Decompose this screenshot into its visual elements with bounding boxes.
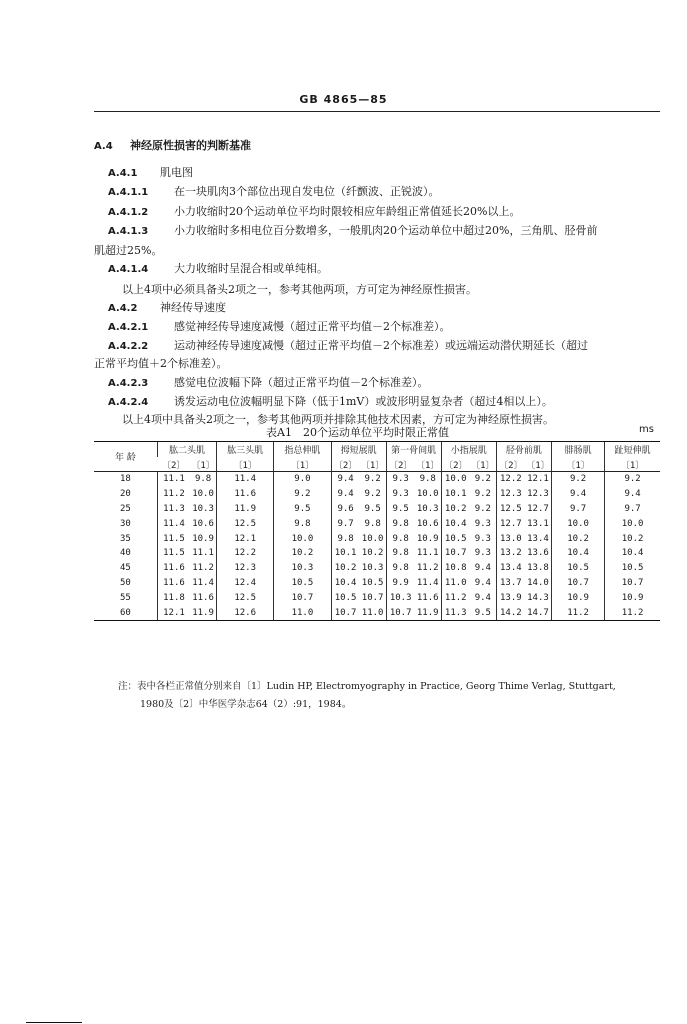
criteria-number: A.4.1.4: [108, 264, 149, 275]
criteria-line: [108, 185, 440, 200]
standard-header: GB 4865—85: [299, 93, 388, 106]
value-cell: 11.4: [416, 577, 439, 588]
value-cell: 9.3: [474, 518, 491, 529]
criteria-number: A.4.2.2: [108, 341, 149, 352]
value-cell: 10.0: [552, 516, 605, 531]
value-cell: 10.0: [416, 489, 439, 500]
source-ref-header: 〔2〕: [386, 457, 415, 472]
value-cell: 9.7: [331, 516, 360, 531]
criteria-number: A.4.2.4: [108, 397, 149, 408]
age-cell: 50: [120, 577, 131, 588]
age-cell: 45: [120, 563, 131, 574]
value-cell: 9.3: [386, 472, 415, 487]
age-cell: 18: [120, 474, 131, 485]
criteria-text: 诱发运动电位波幅明显下降（低于1mV）或波形明显复杂者（超过4相以上）。: [174, 395, 553, 408]
value-cell: 9.4: [474, 592, 491, 603]
value-cell: 9.8: [331, 531, 360, 546]
value-cell: 11.9: [190, 605, 216, 620]
value-cell: 10.9: [416, 533, 439, 544]
value-cell: 10.7: [331, 605, 360, 620]
value-cell: 11.1: [157, 472, 190, 487]
value-cell: 10.7: [386, 605, 415, 620]
value-cell: 10.3: [192, 503, 214, 514]
table-title: 表A1 20个运动单位平均时限正常值: [266, 426, 449, 439]
source-ref-header: 〔2〕: [496, 457, 525, 472]
criteria-text: 肌电图: [160, 166, 193, 179]
source-ref-header: 〔1〕: [360, 457, 386, 472]
value-cell: 10.7: [274, 590, 331, 605]
muscle-column-header: 第一骨间肌: [386, 442, 441, 458]
criteria-number: A.4.2.3: [108, 378, 149, 389]
value-cell: 12.1: [527, 474, 549, 485]
criteria-line: [94, 244, 162, 258]
value-cell: 11.2: [416, 563, 439, 574]
value-cell: 11.5: [157, 546, 190, 561]
muscle-column-header: 腓肠肌: [552, 442, 605, 458]
muscle-column-header: 指总伸肌: [274, 442, 331, 458]
value-cell: 12.1: [157, 605, 190, 620]
value-cell: 9.9: [386, 576, 415, 591]
value-cell: 9.3: [386, 487, 415, 502]
value-cell: 12.2: [217, 546, 274, 561]
criteria-line: [108, 301, 226, 316]
value-cell: 9.8: [386, 561, 415, 576]
value-cell: 13.7: [496, 576, 525, 591]
value-cell: 10.5: [552, 561, 605, 576]
value-cell: 10.1: [441, 487, 470, 502]
muscle-column-header: 胫骨前肌: [496, 442, 551, 458]
criteria-line: [108, 205, 520, 220]
value-cell: 11.8: [157, 590, 190, 605]
value-cell: 9.2: [552, 472, 605, 487]
criteria-text: 以上4项中必须具备头2项之一，参考其他两项，方可定为神经原性损害。: [122, 283, 477, 296]
value-cell: 11.6: [157, 561, 190, 576]
value-cell: 10.3: [416, 503, 439, 514]
age-cell: 25: [120, 503, 131, 514]
muscle-column-header: 趾短伸肌: [605, 442, 660, 458]
value-cell: 11.1: [192, 548, 214, 559]
value-cell: 14.0: [527, 577, 549, 588]
value-cell: 10.6: [192, 518, 214, 529]
value-cell: 11.0: [441, 576, 470, 591]
age-cell: 35: [120, 533, 131, 544]
value-cell: 11.2: [441, 590, 470, 605]
value-cell: 9.5: [470, 605, 496, 620]
value-cell: 9.5: [274, 502, 331, 517]
source-ref-header: 〔2〕: [441, 457, 470, 472]
value-cell: 9.2: [274, 487, 331, 502]
muscle-column-header: 肱二头肌: [157, 442, 216, 458]
value-cell: 13.9: [496, 590, 525, 605]
criteria-number: A.4.2: [108, 303, 138, 314]
criteria-line: [108, 320, 451, 335]
value-cell: 10.3: [274, 561, 331, 576]
value-cell: 9.8: [386, 531, 415, 546]
value-cell: 9.6: [331, 502, 360, 517]
value-cell: 11.4: [192, 577, 214, 588]
source-ref-header: 〔2〕: [157, 457, 190, 472]
table-note-line-2: 1980及〔2〕中华医学杂志64（2）:91，1984。: [140, 699, 352, 710]
value-cell: 14.2: [496, 605, 525, 620]
value-cell: 9.2: [605, 472, 660, 487]
source-ref-header: 〔1〕: [217, 457, 274, 472]
value-cell: 12.1: [217, 531, 274, 546]
value-cell: 10.2: [331, 561, 360, 576]
value-cell: 9.4: [474, 577, 491, 588]
table-note-line-1: 注：表中各栏正常值分别来自〔1〕Ludin HP, Electromyography in Practice, Georg Thime Verlag, Stuttgart,: [118, 681, 616, 692]
value-cell: 11.2: [552, 605, 605, 620]
table-row: [94, 502, 660, 517]
value-cell: 11.5: [157, 531, 190, 546]
section-title: 神经原性损害的判断基准: [130, 139, 251, 152]
value-cell: 9.4: [474, 563, 491, 574]
value-cell: 11.3: [157, 502, 190, 517]
value-cell: 12.3: [527, 489, 549, 500]
source-ref-header: 〔1〕: [470, 457, 496, 472]
source-ref-header: 〔1〕: [552, 457, 605, 472]
value-cell: 9.8: [274, 516, 331, 531]
criteria-line: [108, 395, 553, 410]
criteria-text: 以上4项中具备头2项之一，参考其他两项并排除其他技术因素，方可定为神经原性损害。: [122, 413, 554, 426]
value-cell: 10.8: [441, 561, 470, 576]
value-cell: 10.5: [331, 590, 360, 605]
value-cell: 11.2: [157, 487, 190, 502]
value-cell: 11.6: [217, 487, 274, 502]
value-cell: 12.5: [217, 516, 274, 531]
criteria-text: 感觉神经传导速度减慢（超过正常平均值－2个标准差）。: [174, 320, 451, 333]
criteria-number: A.4.1.2: [108, 207, 149, 218]
value-cell: 10.5: [605, 561, 660, 576]
value-cell: 10.7: [361, 592, 384, 603]
table-row: [94, 590, 660, 605]
table-row: [94, 472, 660, 487]
value-cell: 11.2: [605, 605, 660, 620]
age-cell: 40: [120, 548, 131, 559]
value-cell: 10.3: [386, 590, 415, 605]
value-cell: 12.3: [496, 487, 525, 502]
value-cell: 9.4: [605, 487, 660, 502]
value-cell: 9.2: [364, 489, 381, 500]
value-cell: 11.6: [192, 592, 214, 603]
value-cell: 10.9: [605, 590, 660, 605]
value-cell: 12.2: [496, 472, 525, 487]
age-cell: 60: [94, 605, 157, 620]
criteria-line: [108, 339, 588, 354]
value-cell: 9.3: [474, 548, 491, 559]
value-cell: 10.2: [605, 531, 660, 546]
value-cell: 9.7: [552, 502, 605, 517]
criteria-line: [108, 166, 193, 181]
age-cell: 55: [120, 592, 131, 603]
value-cell: 9.5: [386, 502, 415, 517]
age-cell: 30: [120, 518, 131, 529]
value-cell: 11.9: [415, 605, 441, 620]
criteria-text: 感觉电位波幅下降（超过正常平均值－2个标准差）。: [174, 376, 429, 389]
criteria-number: A.4.2.1: [108, 322, 149, 333]
value-cell: 13.8: [527, 563, 549, 574]
criteria-line: [94, 357, 228, 371]
criteria-text: 小力收缩时多相电位百分数增多，一般肌肉20个运动单位中超过20%，三角肌、胫骨前: [174, 224, 598, 237]
value-cell: 10.0: [441, 472, 470, 487]
value-cell: 14.3: [527, 592, 549, 603]
value-cell: 10.5: [441, 531, 470, 546]
value-cell: 10.0: [605, 516, 660, 531]
value-cell: 9.0: [274, 472, 331, 487]
value-cell: 11.1: [416, 548, 439, 559]
criteria-line: [122, 283, 477, 297]
value-cell: 10.0: [274, 531, 331, 546]
value-cell: 10.1: [331, 546, 360, 561]
value-cell: 12.5: [217, 590, 274, 605]
table-row: [94, 605, 660, 620]
value-cell: 12.7: [496, 516, 525, 531]
value-cell: 10.5: [361, 577, 384, 588]
value-cell: 14.7: [525, 605, 552, 620]
value-cell: 10.6: [416, 518, 439, 529]
criteria-number: A.4.1: [108, 168, 138, 179]
value-cell: 9.8: [364, 518, 381, 529]
value-cell: 11.2: [192, 563, 214, 574]
value-cell: 9.8: [419, 474, 436, 485]
table-row: [94, 576, 660, 591]
section-heading: [94, 139, 251, 154]
value-cell: 9.4: [331, 472, 360, 487]
value-cell: 10.0: [192, 489, 214, 500]
muscle-column-header: 肱三头肌: [217, 442, 274, 458]
value-cell: 11.3: [441, 605, 470, 620]
value-cell: 9.4: [331, 487, 360, 502]
value-cell: 12.7: [527, 503, 549, 514]
source-ref-header: 〔2〕: [331, 457, 360, 472]
value-cell: 9.8: [386, 546, 415, 561]
value-cell: 9.5: [364, 503, 381, 514]
value-cell: 13.6: [527, 548, 549, 559]
value-cell: 9.8: [386, 516, 415, 531]
criteria-text: 神经传导速度: [160, 301, 226, 314]
normal-values-table: [94, 441, 660, 621]
value-cell: 11.4: [217, 472, 274, 487]
value-cell: 12.4: [217, 576, 274, 591]
criteria-text: 大力收缩时呈混合相或单纯相。: [174, 262, 328, 275]
criteria-line: [108, 376, 429, 391]
value-cell: 9.2: [474, 503, 491, 514]
table-row: [94, 531, 660, 546]
value-cell: 12.5: [496, 502, 525, 517]
value-cell: 10.9: [552, 590, 605, 605]
value-cell: 12.6: [217, 605, 274, 620]
footer-rule: [26, 1022, 82, 1023]
value-cell: 10.4: [605, 546, 660, 561]
value-cell: 11.0: [274, 605, 331, 620]
value-cell: 10.2: [361, 548, 384, 559]
value-cell: 9.2: [364, 474, 381, 485]
value-cell: 11.6: [157, 576, 190, 591]
criteria-text: 运动神经传导速度减慢（超过正常平均值－2个标准差）或远端运动潜伏期延长（超过: [174, 339, 588, 352]
table-row: [94, 546, 660, 561]
criteria-line: [108, 262, 328, 277]
value-cell: 10.7: [552, 576, 605, 591]
value-cell: 13.1: [527, 518, 549, 529]
criteria-number: A.4.1.1: [108, 187, 149, 198]
value-cell: 11.0: [360, 605, 386, 620]
value-cell: 10.3: [361, 563, 384, 574]
value-cell: 13.2: [496, 546, 525, 561]
source-ref-header: 〔1〕: [415, 457, 441, 472]
value-cell: 10.7: [605, 576, 660, 591]
value-cell: 13.0: [496, 531, 525, 546]
value-cell: 9.3: [474, 533, 491, 544]
header-rule: [94, 111, 660, 112]
table-row: [94, 516, 660, 531]
criteria-text: 正常平均值＋2个标准差）。: [94, 357, 228, 370]
section-number: A.4: [94, 141, 113, 152]
value-cell: 10.7: [441, 546, 470, 561]
value-cell: 13.4: [496, 561, 525, 576]
table-row: [94, 561, 660, 576]
age-column-header: 年 龄: [94, 442, 157, 472]
criteria-text: 肌超过25%。: [94, 244, 163, 257]
muscle-column-header: 小指展肌: [441, 442, 496, 458]
value-cell: 9.4: [552, 487, 605, 502]
value-cell: 9.2: [474, 489, 491, 500]
criteria-line: [108, 224, 597, 239]
source-ref-header: 〔1〕: [190, 457, 216, 472]
value-cell: 10.2: [552, 531, 605, 546]
value-cell: 11.6: [416, 592, 439, 603]
value-cell: 10.4: [441, 516, 470, 531]
criteria-text: 在一块肌肉3个部位出现自发电位（纤颤波、正锐波）。: [174, 185, 440, 198]
value-cell: 9.2: [474, 474, 491, 485]
table-unit: ms: [639, 424, 654, 435]
source-ref-header: 〔1〕: [274, 457, 331, 472]
value-cell: 9.8: [194, 474, 212, 485]
criteria-text: 小力收缩时20个运动单位平均时限较相应年龄组正常值延长20%以上。: [174, 205, 521, 218]
value-cell: 10.4: [331, 576, 360, 591]
source-ref-header: 〔1〕: [525, 457, 552, 472]
value-cell: 10.2: [441, 502, 470, 517]
value-cell: 13.4: [527, 533, 549, 544]
value-cell: 10.0: [361, 533, 384, 544]
source-ref-header: 〔1〕: [605, 457, 660, 472]
value-cell: 9.7: [605, 502, 660, 517]
criteria-number: A.4.1.3: [108, 226, 149, 237]
value-cell: 10.5: [274, 576, 331, 591]
value-cell: 11.9: [217, 502, 274, 517]
table-row: [94, 487, 660, 502]
value-cell: 10.4: [552, 546, 605, 561]
value-cell: 12.3: [217, 561, 274, 576]
value-cell: 11.4: [157, 516, 190, 531]
value-cell: 10.9: [192, 533, 214, 544]
muscle-column-header: 拇短展肌: [331, 442, 386, 458]
age-cell: 20: [120, 489, 131, 500]
value-cell: 10.2: [274, 546, 331, 561]
